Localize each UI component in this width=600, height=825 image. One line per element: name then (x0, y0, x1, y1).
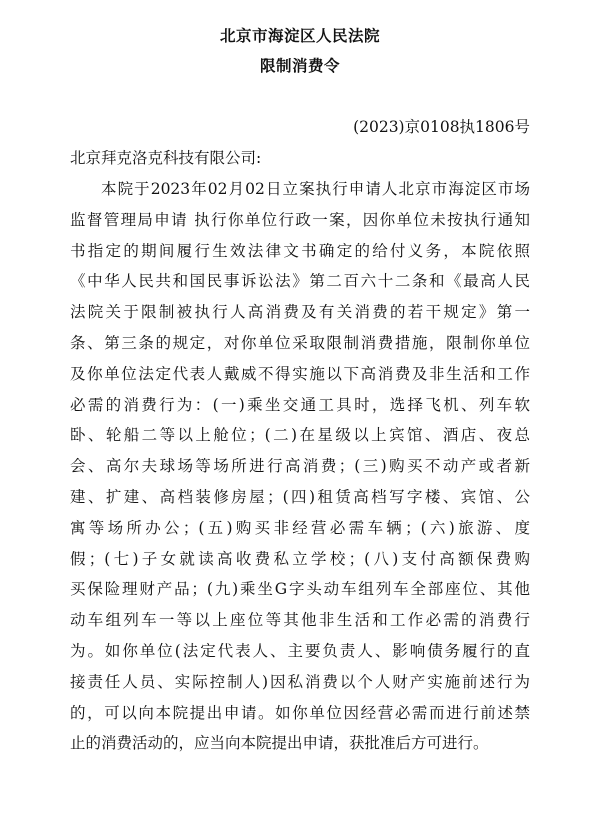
body-line: 假；(七)子女就读高收费私立学校；(八)支付高额保费购 (70, 549, 530, 568)
case-number: (2023)京0108执1806号 (353, 118, 530, 136)
body-line: 动车组列车一等以上座位等其他非生活和工作必需的消费行 (70, 611, 530, 630)
body-line: 《中华人民共和国民事诉讼法》第二百六十二条和《最高人民 (70, 272, 530, 291)
body-line: 买保险理财产品；(九)乘坐G字头动车组列车全部座位、其他 (70, 580, 530, 599)
body-line: 条、第三条的规定，对你单位采取限制消费措施，限制你单位 (70, 333, 530, 352)
body-line: 会、高尔夫球场等场所进行高消费；(三)购买不动产或者新 (70, 457, 530, 476)
body-line: 书指定的期间履行生效法律文书确定的给付义务，本院依照 (70, 241, 530, 260)
body-line: 必需的消费行为：(一)乘坐交通工具时，选择飞机、列车软 (70, 395, 530, 414)
body-line: 本院于2023年02月02日立案执行申请人北京市海淀区市场 (101, 180, 530, 198)
addressee: 北京拜克洛克科技有限公司: (70, 149, 262, 167)
court-name: 北京市海淀区人民法院 (219, 27, 380, 45)
body-line: 寓等场所办公；(五)购买非经营必需车辆；(六)旅游、度 (70, 518, 530, 537)
document-type-title: 限制消费令 (259, 57, 340, 75)
body-line: 法院关于限制被执行人高消费及有关消费的若干规定》第一 (70, 303, 530, 322)
body-line: 止的消费活动的，应当向本院提出申请，获批准后方可进行。 (70, 734, 489, 753)
body-line: 及你单位法定代表人戴威不得实施以下高消费及非生活和工作 (70, 364, 530, 383)
body-line: 为。如你单位(法定代表人、主要负责人、影响债务履行的直 (70, 641, 530, 660)
body-line: 的，可以向本院提出申请。如你单位因经营必需而进行前述禁 (70, 703, 530, 722)
body-line: 建、扩建、高档装修房屋；(四)租赁高档写字楼、宾馆、公 (70, 487, 530, 506)
body-line: 接责任人员、实际控制人)因私消费以个人财产实施前述行为 (70, 672, 530, 691)
body-line: 卧、轮船二等以上舱位；(二)在星级以上宾馆、酒店、夜总 (70, 426, 530, 445)
order-body (70, 174, 530, 759)
body-line: 监督管理局申请 执行你单位行政一案，因你单位未按执行通知 (70, 210, 530, 229)
